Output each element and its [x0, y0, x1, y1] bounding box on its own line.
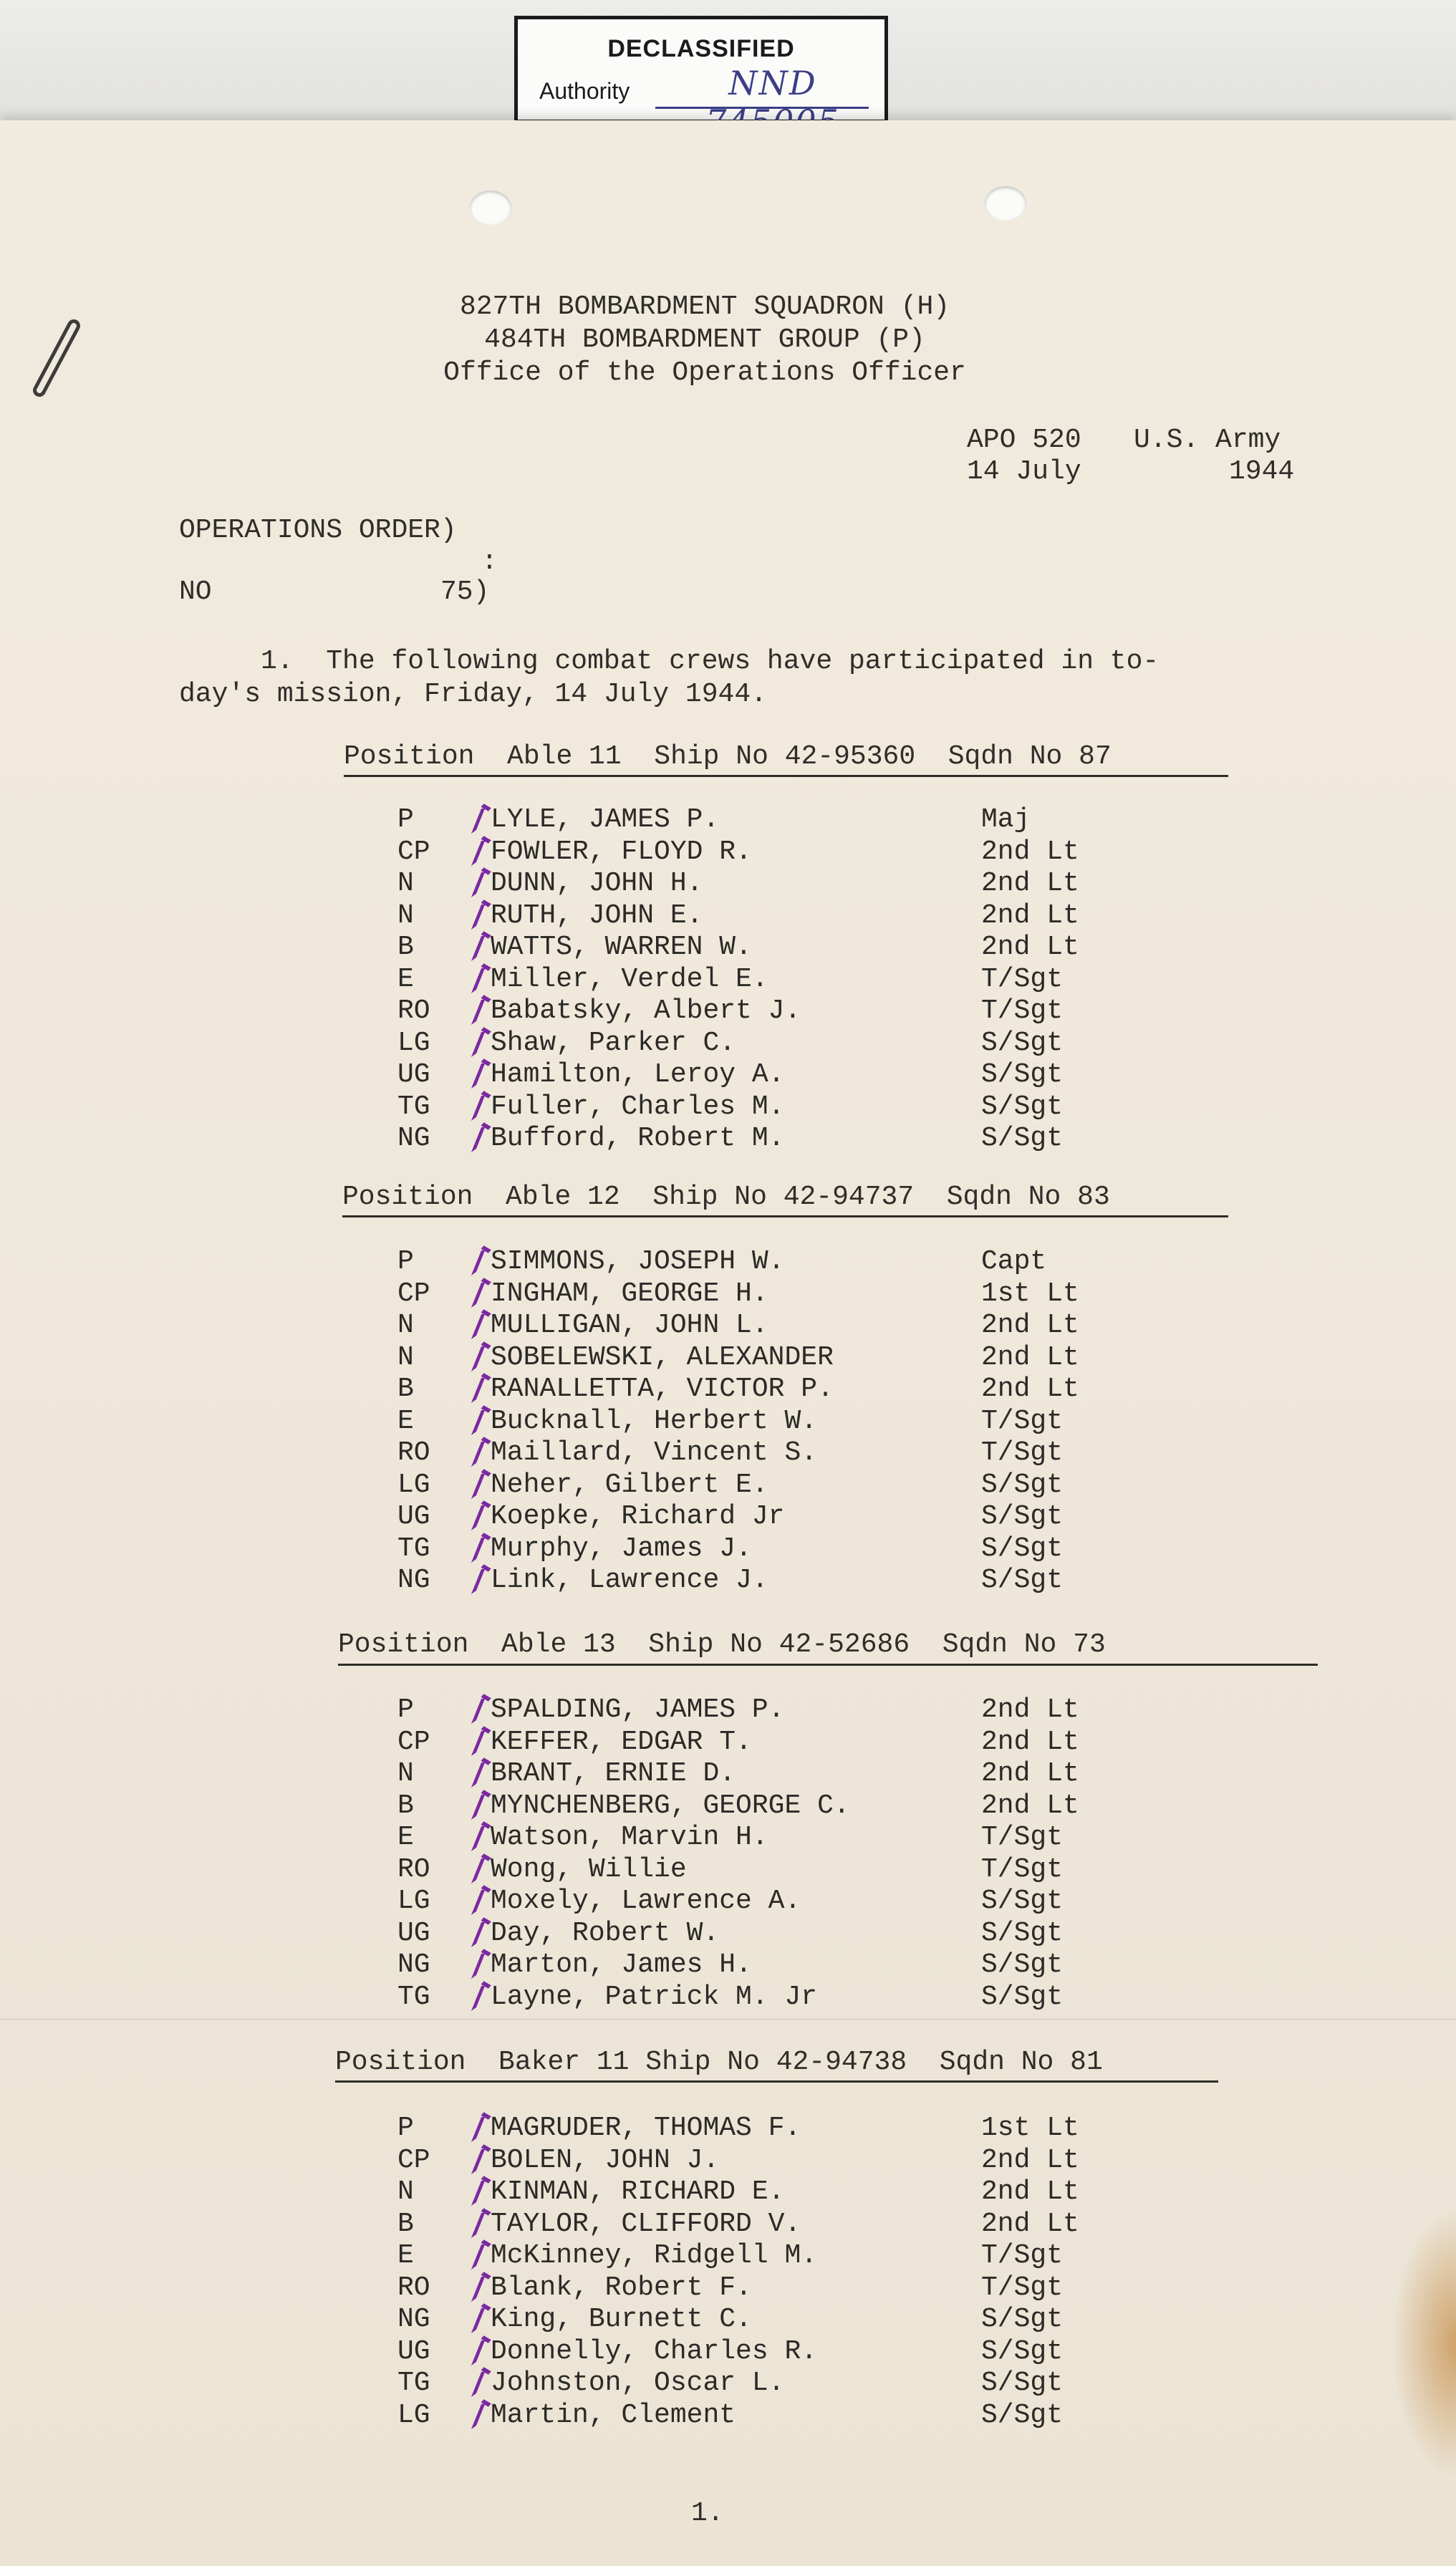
crew-member-row: [397, 900, 1114, 932]
crew-rank: 2nd Lt: [981, 1694, 1079, 1725]
crew-rank: Capt: [981, 1246, 1047, 1277]
crew-position: CP: [397, 1278, 430, 1309]
crew-name: SPALDING, JAMES P.: [491, 1694, 785, 1725]
stamp-underline: [655, 107, 869, 109]
crew-rank: Maj: [981, 804, 1031, 835]
crew-member-row: [397, 2176, 1114, 2209]
crew-rank: T/Sgt: [981, 1853, 1064, 1885]
punch-hole-left: [470, 190, 511, 225]
crew-position: RO: [397, 2272, 430, 2303]
crew-member-row: [397, 932, 1114, 964]
crew-rank: S/Sgt: [981, 2399, 1064, 2431]
crew-position: NG: [397, 1123, 430, 1154]
edge-stain: [1392, 2208, 1456, 2480]
crew-member-row: [397, 1727, 1114, 1759]
crew-member-row: [397, 1406, 1114, 1438]
crew-position: TG: [397, 2368, 430, 2398]
crew-member-row: [397, 804, 1114, 836]
crew-position: B: [397, 1374, 414, 1404]
crew-name: SOBELEWSKI, ALEXANDER: [491, 1341, 834, 1373]
crew-member-row: [397, 1694, 1114, 1727]
crew-rank: S/Sgt: [981, 1949, 1064, 1980]
crew-member-row: [397, 1310, 1114, 1342]
crew-member-row: [397, 1501, 1114, 1533]
crew-position: CP: [397, 836, 430, 867]
paragraph-line-1: 1. The following combat crews have participated in to-: [179, 646, 1160, 677]
crew-rank: S/Sgt: [981, 1981, 1064, 2012]
crew-member-row: [397, 1790, 1114, 1823]
crew-member-row: [397, 1091, 1114, 1124]
crew-rank: T/Sgt: [981, 963, 1064, 995]
crew-position: UG: [397, 1059, 430, 1090]
crew-position: B: [397, 2208, 414, 2239]
crew-rank: S/Sgt: [981, 1565, 1064, 1596]
crew-rank: S/Sgt: [981, 1533, 1064, 1564]
crew-position: LG: [397, 1886, 430, 1916]
crew-rank: S/Sgt: [981, 1059, 1064, 1090]
stamp-authority-value: NND: [728, 64, 817, 102]
page-number: 1.: [691, 2498, 724, 2529]
crew-heading: Position Able 11 Ship No 42-95360 Sqdn No 87: [344, 741, 1112, 772]
crew-name: Bucknall, Herbert W.: [491, 1405, 818, 1437]
crew-name: BOLEN, JOHN J.: [491, 2144, 720, 2176]
crew-name: Shaw, Parker C.: [491, 1027, 736, 1058]
crew-name: Layne, Patrick M. Jr: [491, 1981, 818, 2012]
crew-position: LG: [397, 1469, 430, 1500]
crew-name: Hamilton, Leroy A.: [491, 1059, 785, 1090]
crew-position: E: [397, 2240, 414, 2271]
crew-rank: T/Sgt: [981, 2272, 1064, 2303]
apo-number: APO 520: [967, 425, 1081, 455]
crew-name: Fuller, Charles M.: [491, 1091, 785, 1122]
order-no-label: NO: [179, 577, 212, 607]
crew-member-row: [397, 1374, 1114, 1406]
crew-member-row: [397, 836, 1114, 869]
crew-rank: T/Sgt: [981, 1405, 1064, 1437]
crew-rank: 2nd Lt: [981, 932, 1079, 963]
crew-position: P: [397, 2113, 414, 2143]
crew-member-row: [397, 1918, 1114, 1950]
crew-position: TG: [397, 1533, 430, 1564]
crew-member-row: [397, 1437, 1114, 1470]
crew-name: Donnelly, Charles R.: [491, 2335, 818, 2367]
operations-order-label: OPERATIONS ORDER): [179, 515, 457, 546]
crew-name: Blank, Robert F.: [491, 2272, 752, 2303]
crew-name: KINMAN, RICHARD E.: [491, 2176, 785, 2207]
crew-rank: S/Sgt: [981, 1091, 1064, 1122]
crew-member-row: [397, 964, 1114, 996]
crew-name: Koepke, Richard Jr: [491, 1501, 785, 1532]
crew-member-row: [397, 1246, 1114, 1278]
crew-rank: S/Sgt: [981, 1123, 1064, 1154]
crew-rank: S/Sgt: [981, 1469, 1064, 1500]
crew-position: N: [397, 899, 414, 931]
crew-position: B: [397, 1790, 414, 1821]
crew-name: TAYLOR, CLIFFORD V.: [491, 2208, 801, 2239]
crew-member-row: [397, 1758, 1114, 1790]
crew-name: Bufford, Robert M.: [491, 1123, 785, 1154]
crew-member-row: [397, 1470, 1114, 1502]
crew-name: SIMMONS, JOSEPH W.: [491, 1246, 785, 1277]
crew-position: UG: [397, 1501, 430, 1532]
crew-rank: 2nd Lt: [981, 2208, 1079, 2239]
crew-name: Wong, Willie: [491, 1853, 687, 1885]
crew-name: BRANT, ERNIE D.: [491, 1758, 736, 1789]
crew-rank: 1st Lt: [981, 1278, 1079, 1309]
crew-rank: 2nd Lt: [981, 1341, 1079, 1373]
crew-member-row: [397, 2336, 1114, 2368]
army-label: U.S. Army: [1134, 425, 1281, 455]
crew-member-row: [397, 995, 1114, 1028]
crew-position: CP: [397, 1726, 430, 1757]
crew-position: TG: [397, 1981, 430, 2012]
crew-position: N: [397, 2176, 414, 2207]
punch-hole-right: [985, 186, 1026, 221]
unit-line-2: 484TH BOMBARDMENT GROUP (P): [484, 324, 925, 355]
crew-roster: [397, 1246, 1114, 1597]
date-year: 1944: [1229, 456, 1295, 487]
crew-member-row: [397, 1949, 1114, 1982]
crew-position: NG: [397, 2304, 430, 2335]
crew-rank: S/Sgt: [981, 2335, 1064, 2367]
paragraph-line-2: day's mission, Friday, 14 July 1944.: [179, 679, 767, 710]
crew-roster: [397, 1694, 1114, 2013]
crew-member-row: [397, 1059, 1114, 1091]
crew-roster: [397, 2113, 1114, 2431]
crew-position: UG: [397, 1917, 430, 1949]
heading-underline: [344, 775, 1228, 777]
crew-rank: T/Sgt: [981, 995, 1064, 1026]
crew-name: Babatsky, Albert J.: [491, 995, 801, 1026]
crew-rank: 2nd Lt: [981, 1758, 1079, 1789]
crew-name: Maillard, Vincent S.: [491, 1437, 818, 1468]
crew-member-row: [397, 1028, 1114, 1060]
date-day: 14 July: [967, 456, 1081, 487]
crew-rank: 2nd Lt: [981, 868, 1079, 899]
crew-position: P: [397, 1694, 414, 1725]
crew-rank: 2nd Lt: [981, 1790, 1079, 1821]
crew-name: Miller, Verdel E.: [491, 963, 768, 995]
crew-position: LG: [397, 1027, 430, 1058]
crew-position: CP: [397, 2144, 430, 2176]
crew-position: NG: [397, 1565, 430, 1596]
crew-name: Johnston, Oscar L.: [491, 2368, 785, 2398]
crew-name: RUTH, JOHN E.: [491, 899, 703, 931]
order-no-value: 75): [440, 577, 490, 607]
crew-position: LG: [397, 2399, 430, 2431]
crew-name: Link, Lawrence J.: [491, 1565, 768, 1596]
crew-member-row: [397, 2113, 1114, 2145]
order-colon: :: [481, 546, 498, 577]
crew-position: P: [397, 1246, 414, 1277]
crew-heading: Position Baker 11 Ship No 42-94738 Sqdn No 81: [335, 2047, 1103, 2078]
crew-member-row: [397, 2145, 1114, 2177]
crew-position: P: [397, 804, 414, 835]
crew-position: E: [397, 1822, 414, 1853]
crew-rank: 2nd Lt: [981, 899, 1079, 931]
crew-name: MAGRUDER, THOMAS F.: [491, 2113, 801, 2143]
crew-rank: 2nd Lt: [981, 2176, 1079, 2207]
crew-rank: 2nd Lt: [981, 2144, 1079, 2176]
crew-member-row: [397, 1342, 1114, 1374]
crew-position: TG: [397, 1091, 430, 1122]
crew-position: RO: [397, 1853, 430, 1885]
crew-roster: [397, 804, 1114, 1155]
crew-name: Day, Robert W.: [491, 1917, 720, 1949]
crew-name: King, Burnett C.: [491, 2304, 752, 2335]
crew-rank: 2nd Lt: [981, 1310, 1079, 1341]
crew-position: UG: [397, 2335, 430, 2367]
crew-rank: S/Sgt: [981, 1501, 1064, 1532]
crew-member-row: [397, 1982, 1114, 2014]
crew-name: FOWLER, FLOYD R.: [491, 836, 752, 867]
crew-member-row: [397, 1278, 1114, 1311]
crew-rank: S/Sgt: [981, 1027, 1064, 1058]
crew-name: Murphy, James J.: [491, 1533, 752, 1564]
crew-name: Watson, Marvin H.: [491, 1822, 768, 1853]
crew-name: MULLIGAN, JOHN L.: [491, 1310, 768, 1341]
heading-underline: [335, 2080, 1218, 2083]
crew-position: E: [397, 1405, 414, 1437]
crew-name: McKinney, Ridgell M.: [491, 2240, 818, 2271]
crew-name: LYLE, JAMES P.: [491, 804, 720, 835]
crew-rank: T/Sgt: [981, 1822, 1064, 1853]
crew-position: N: [397, 1310, 414, 1341]
crew-member-row: [397, 1565, 1114, 1597]
crew-member-row: [397, 2240, 1114, 2272]
crew-name: Marton, James H.: [491, 1949, 752, 1980]
crew-heading: Position Able 12 Ship No 42-94737 Sqdn No 83: [342, 1182, 1110, 1212]
crew-member-row: [397, 868, 1114, 900]
crew-name: INGHAM, GEORGE H.: [491, 1278, 768, 1309]
crew-member-row: [397, 2400, 1114, 2432]
crew-name: RANALLETTA, VICTOR P.: [491, 1374, 834, 1404]
crew-rank: S/Sgt: [981, 2368, 1064, 2398]
crew-member-row: [397, 2272, 1114, 2305]
crew-rank: 1st Lt: [981, 2113, 1079, 2143]
crew-heading: Position Able 13 Ship No 42-52686 Sqdn No 73: [338, 1629, 1106, 1660]
crew-position: N: [397, 868, 414, 899]
crew-position: N: [397, 1341, 414, 1373]
crew-rank: T/Sgt: [981, 1437, 1064, 1468]
crew-member-row: [397, 2304, 1114, 2336]
crew-rank: S/Sgt: [981, 1917, 1064, 1949]
stamp-title: DECLASSIFIED: [607, 35, 795, 62]
crew-name: MYNCHENBERG, GEORGE C.: [491, 1790, 850, 1821]
crew-position: RO: [397, 1437, 430, 1468]
crew-position: N: [397, 1758, 414, 1789]
crew-name: Martin, Clement: [491, 2399, 736, 2431]
crew-member-row: [397, 1533, 1114, 1566]
crew-name: Moxely, Lawrence A.: [491, 1886, 801, 1916]
crew-rank: T/Sgt: [981, 2240, 1064, 2271]
unit-line-1: 827TH BOMBARDMENT SQUADRON (H): [459, 291, 950, 322]
crew-member-row: [397, 1123, 1114, 1155]
crew-name: KEFFER, EDGAR T.: [491, 1726, 752, 1757]
crew-name: Neher, Gilbert E.: [491, 1469, 768, 1500]
declassified-stamp: [514, 16, 888, 123]
crew-rank: 2nd Lt: [981, 836, 1079, 867]
heading-underline: [342, 1215, 1228, 1217]
stamp-authority-label: Authority: [539, 78, 630, 104]
crew-rank: S/Sgt: [981, 1886, 1064, 1916]
fold-line: [0, 2018, 1456, 2020]
crew-rank: 2nd Lt: [981, 1726, 1079, 1757]
crew-member-row: [397, 2209, 1114, 2241]
crew-rank: 2nd Lt: [981, 1374, 1079, 1404]
crew-position: B: [397, 932, 414, 963]
crew-position: E: [397, 963, 414, 995]
crew-member-row: [397, 1854, 1114, 1886]
crew-member-row: [397, 2368, 1114, 2400]
crew-member-row: [397, 1822, 1114, 1854]
unit-line-3: Office of the Operations Officer: [443, 357, 966, 388]
crew-position: RO: [397, 995, 430, 1026]
heading-underline: [338, 1664, 1318, 1666]
crew-name: WATTS, WARREN W.: [491, 932, 752, 963]
crew-name: DUNN, JOHN H.: [491, 868, 703, 899]
crew-rank: S/Sgt: [981, 2304, 1064, 2335]
crew-position: NG: [397, 1949, 430, 1980]
crew-member-row: [397, 1886, 1114, 1918]
